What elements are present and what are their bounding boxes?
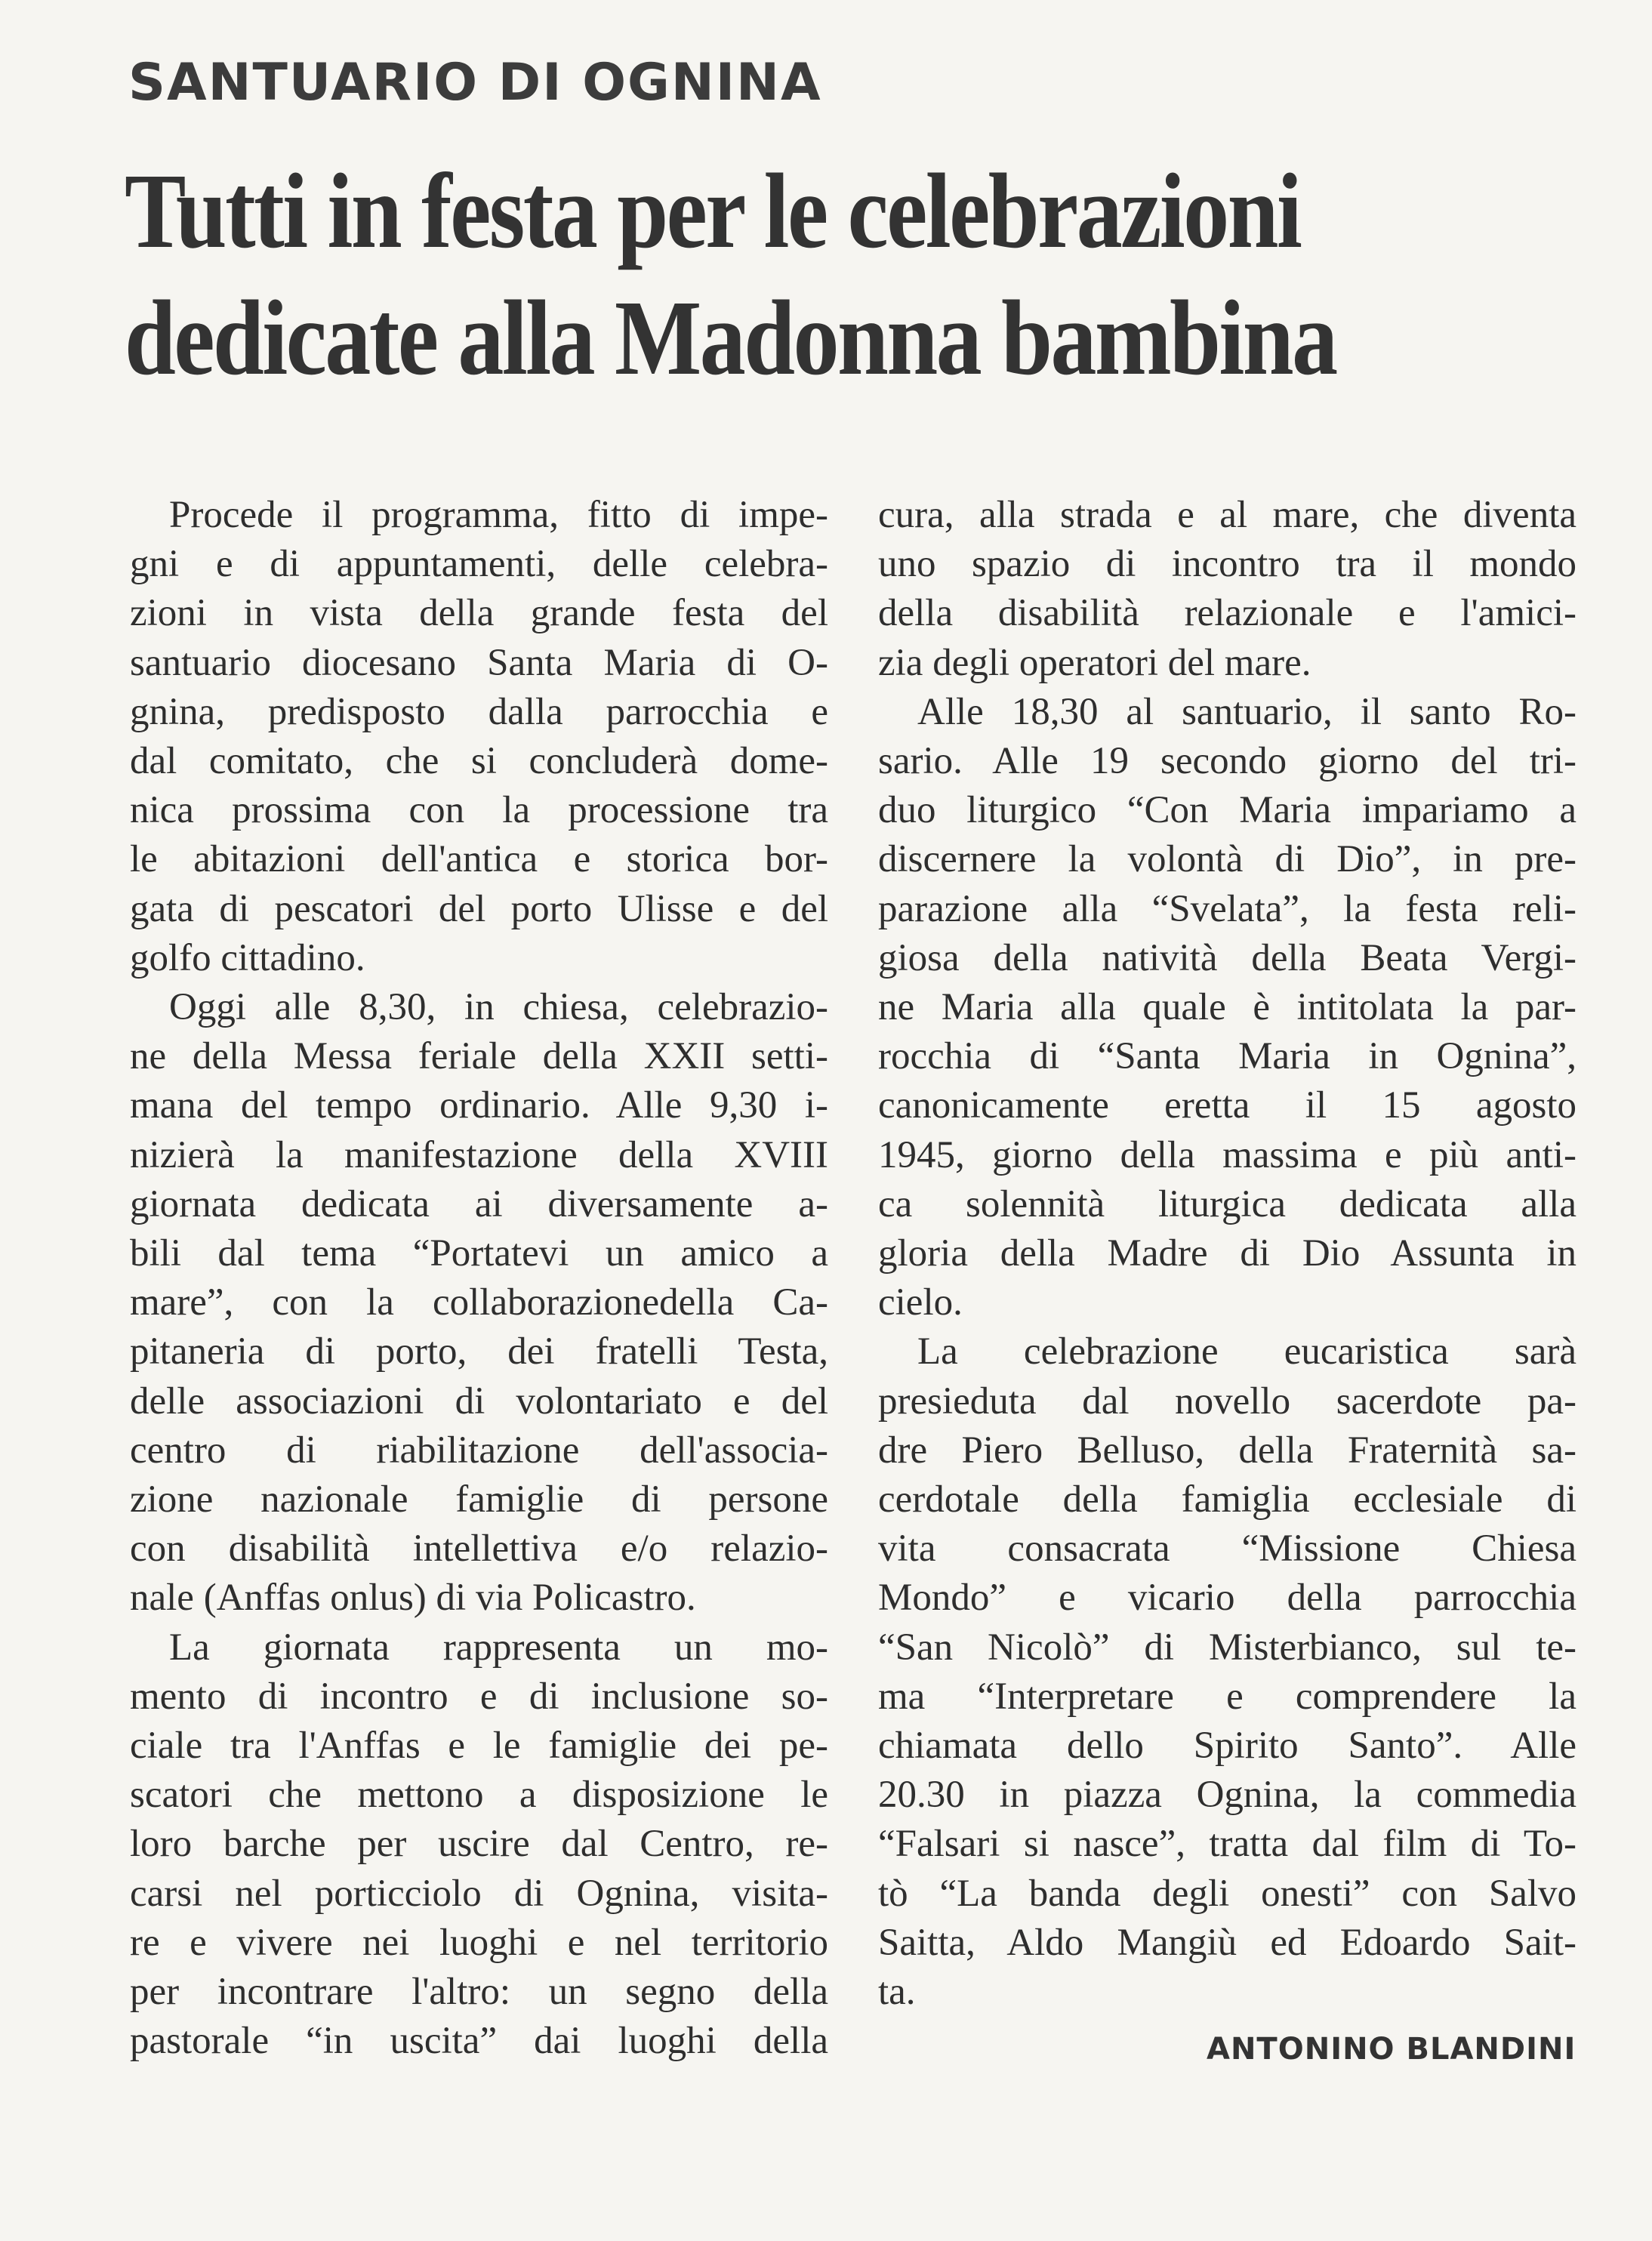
- text-line: loro barche per uscire dal Centro, re-: [130, 1823, 828, 1866]
- text-line: della disabilità relazionale e l'amici-: [878, 592, 1576, 635]
- paragraph-3: [130, 1623, 828, 2067]
- left-column: [130, 491, 828, 2067]
- text-line: Mondo” e vicario della parrocchia: [878, 1577, 1576, 1620]
- text-line: bili dal tema “Portatevi un amico a: [130, 1232, 828, 1275]
- text-line: discernere la volontà di Dio”, in pre-: [878, 838, 1576, 881]
- text-line: presieduta dal novello sacerdote pa-: [878, 1379, 1576, 1423]
- text-line: con disabilità intellettiva e/o relazio-: [130, 1527, 828, 1571]
- text-line: zione nazionale famiglie di persone: [130, 1478, 828, 1521]
- text-line: le abitazioni dell'antica e storica bor-: [130, 838, 828, 881]
- text-line: Alle 18,30 al santuario, il santo Ro-: [917, 690, 1576, 733]
- text-line: mana del tempo ordinario. Alle 9,30 i-: [130, 1084, 828, 1127]
- text-line: chiamata dello Spirito Santo”. Alle: [878, 1725, 1576, 1768]
- paragraph-2: [130, 983, 828, 1623]
- author-byline: ANTONINO BLANDINI: [1207, 2032, 1576, 2067]
- text-line: duo liturgico “Con Maria impariamo a: [878, 789, 1576, 832]
- text-line: per incontrare l'altro: un segno della: [130, 1971, 828, 2014]
- text-line: dre Piero Belluso, della Fraternità sa-: [878, 1429, 1576, 1472]
- text-line: mare”, con la collaborazionedella Ca-: [130, 1281, 828, 1324]
- text-line: gata di pescatori del porto Ulisse e del: [130, 887, 828, 930]
- text-line: cielo.: [878, 1281, 963, 1324]
- text-line: uno spazio di incontro tra il mondo: [878, 543, 1576, 586]
- text-line: ne Maria alla quale è intitolata la par-: [878, 986, 1576, 1029]
- text-line: “Falsari si nasce”, tratta dal film di To-: [878, 1823, 1576, 1866]
- text-line: vita consacrata “Missione Chiesa: [878, 1527, 1576, 1571]
- text-line: Oggi alle 8,30, in chiesa, celebrazio-: [169, 986, 828, 1029]
- headline-line-1: Tutti in festa per le celebrazioni: [125, 151, 1301, 270]
- paragraph-3-continued: [878, 491, 1576, 688]
- text-line: carsi nel porticciolo di Ognina, visita-: [130, 1872, 828, 1915]
- text-line: canonicamente eretta il 15 agosto: [878, 1084, 1576, 1127]
- text-line: zia degli operatori del mare.: [878, 641, 1311, 684]
- text-line: mento di incontro e di inclusione so-: [130, 1675, 828, 1718]
- text-line: gloria della Madre di Dio Assunta in: [878, 1232, 1576, 1275]
- text-line: pitaneria di porto, dei fratelli Testa,: [130, 1330, 828, 1373]
- text-line: parazione alla “Svelata”, la festa reli-: [878, 887, 1576, 930]
- text-line: nale (Anffas onlus) di via Policastro.: [130, 1577, 696, 1620]
- text-line: Saitta, Aldo Mangiù ed Edoardo Sait-: [878, 1921, 1576, 1964]
- text-line: golfo cittadino.: [130, 936, 365, 979]
- text-line: nizierà la manifestazione della XVIII: [130, 1133, 828, 1176]
- text-line: La giornata rappresenta un mo-: [169, 1626, 828, 1669]
- text-line: zioni in vista della grande festa del: [130, 592, 828, 635]
- text-line: giosa della natività della Beata Vergi-: [878, 936, 1576, 979]
- paragraph-5: [878, 1327, 1576, 2017]
- paragraph-4: [878, 688, 1576, 1328]
- text-line: tò “La banda degli onesti” con Salvo: [878, 1872, 1576, 1915]
- text-line: gnina, predisposto dalla parrocchia e: [130, 690, 828, 733]
- text-line: nica prossima con la processione tra: [130, 789, 828, 832]
- text-line: ma “Interpretare e comprendere la: [878, 1675, 1576, 1718]
- text-line: “San Nicolò” di Misterbianco, sul te-: [878, 1626, 1576, 1669]
- headline: [125, 147, 1391, 401]
- text-line: giornata dedicata ai diversamente a-: [130, 1182, 828, 1225]
- text-line: gni e di appuntamenti, delle celebra-: [130, 543, 828, 586]
- text-line: cura, alla strada e al mare, che diventa: [878, 494, 1576, 536]
- section-kicker: SANTUARIO DI OGNINA: [128, 53, 822, 113]
- text-line: ta.: [878, 1971, 916, 2014]
- text-line: ca solennità liturgica dedicata alla: [878, 1182, 1576, 1225]
- right-column: [878, 491, 1576, 2017]
- headline-line-2: dedicate alla Madonna bambina: [125, 278, 1336, 397]
- text-line: La celebrazione eucaristica sarà: [917, 1330, 1576, 1373]
- text-line: centro di riabilitazione dell'associa-: [130, 1429, 828, 1472]
- text-line: dal comitato, che si concluderà dome-: [130, 740, 828, 783]
- text-line: rocchia di “Santa Maria in Ognina”,: [878, 1035, 1576, 1078]
- text-line: pastorale “in uscita” dai luoghi della: [130, 2020, 828, 2063]
- text-line: Procede il programma, fitto di impe-: [169, 494, 828, 536]
- text-line: scatori che mettono a disposizione le: [130, 1774, 828, 1817]
- text-line: delle associazioni di volontariato e del: [130, 1379, 828, 1423]
- text-line: re e vivere nei luoghi e nel territorio: [130, 1921, 828, 1964]
- text-line: 20.30 in piazza Ognina, la commedia: [878, 1774, 1576, 1817]
- paragraph-1: [130, 491, 828, 983]
- text-line: cerdotale della famiglia ecclesiale di: [878, 1478, 1576, 1521]
- text-line: 1945, giorno della massima e più anti-: [878, 1133, 1576, 1176]
- text-line: ne della Messa feriale della XXII setti-: [130, 1035, 828, 1078]
- text-line: santuario diocesano Santa Maria di O-: [130, 641, 828, 684]
- text-line: ciale tra l'Anffas e le famiglie dei pe-: [130, 1725, 828, 1768]
- text-line: sario. Alle 19 secondo giorno del tri-: [878, 740, 1576, 783]
